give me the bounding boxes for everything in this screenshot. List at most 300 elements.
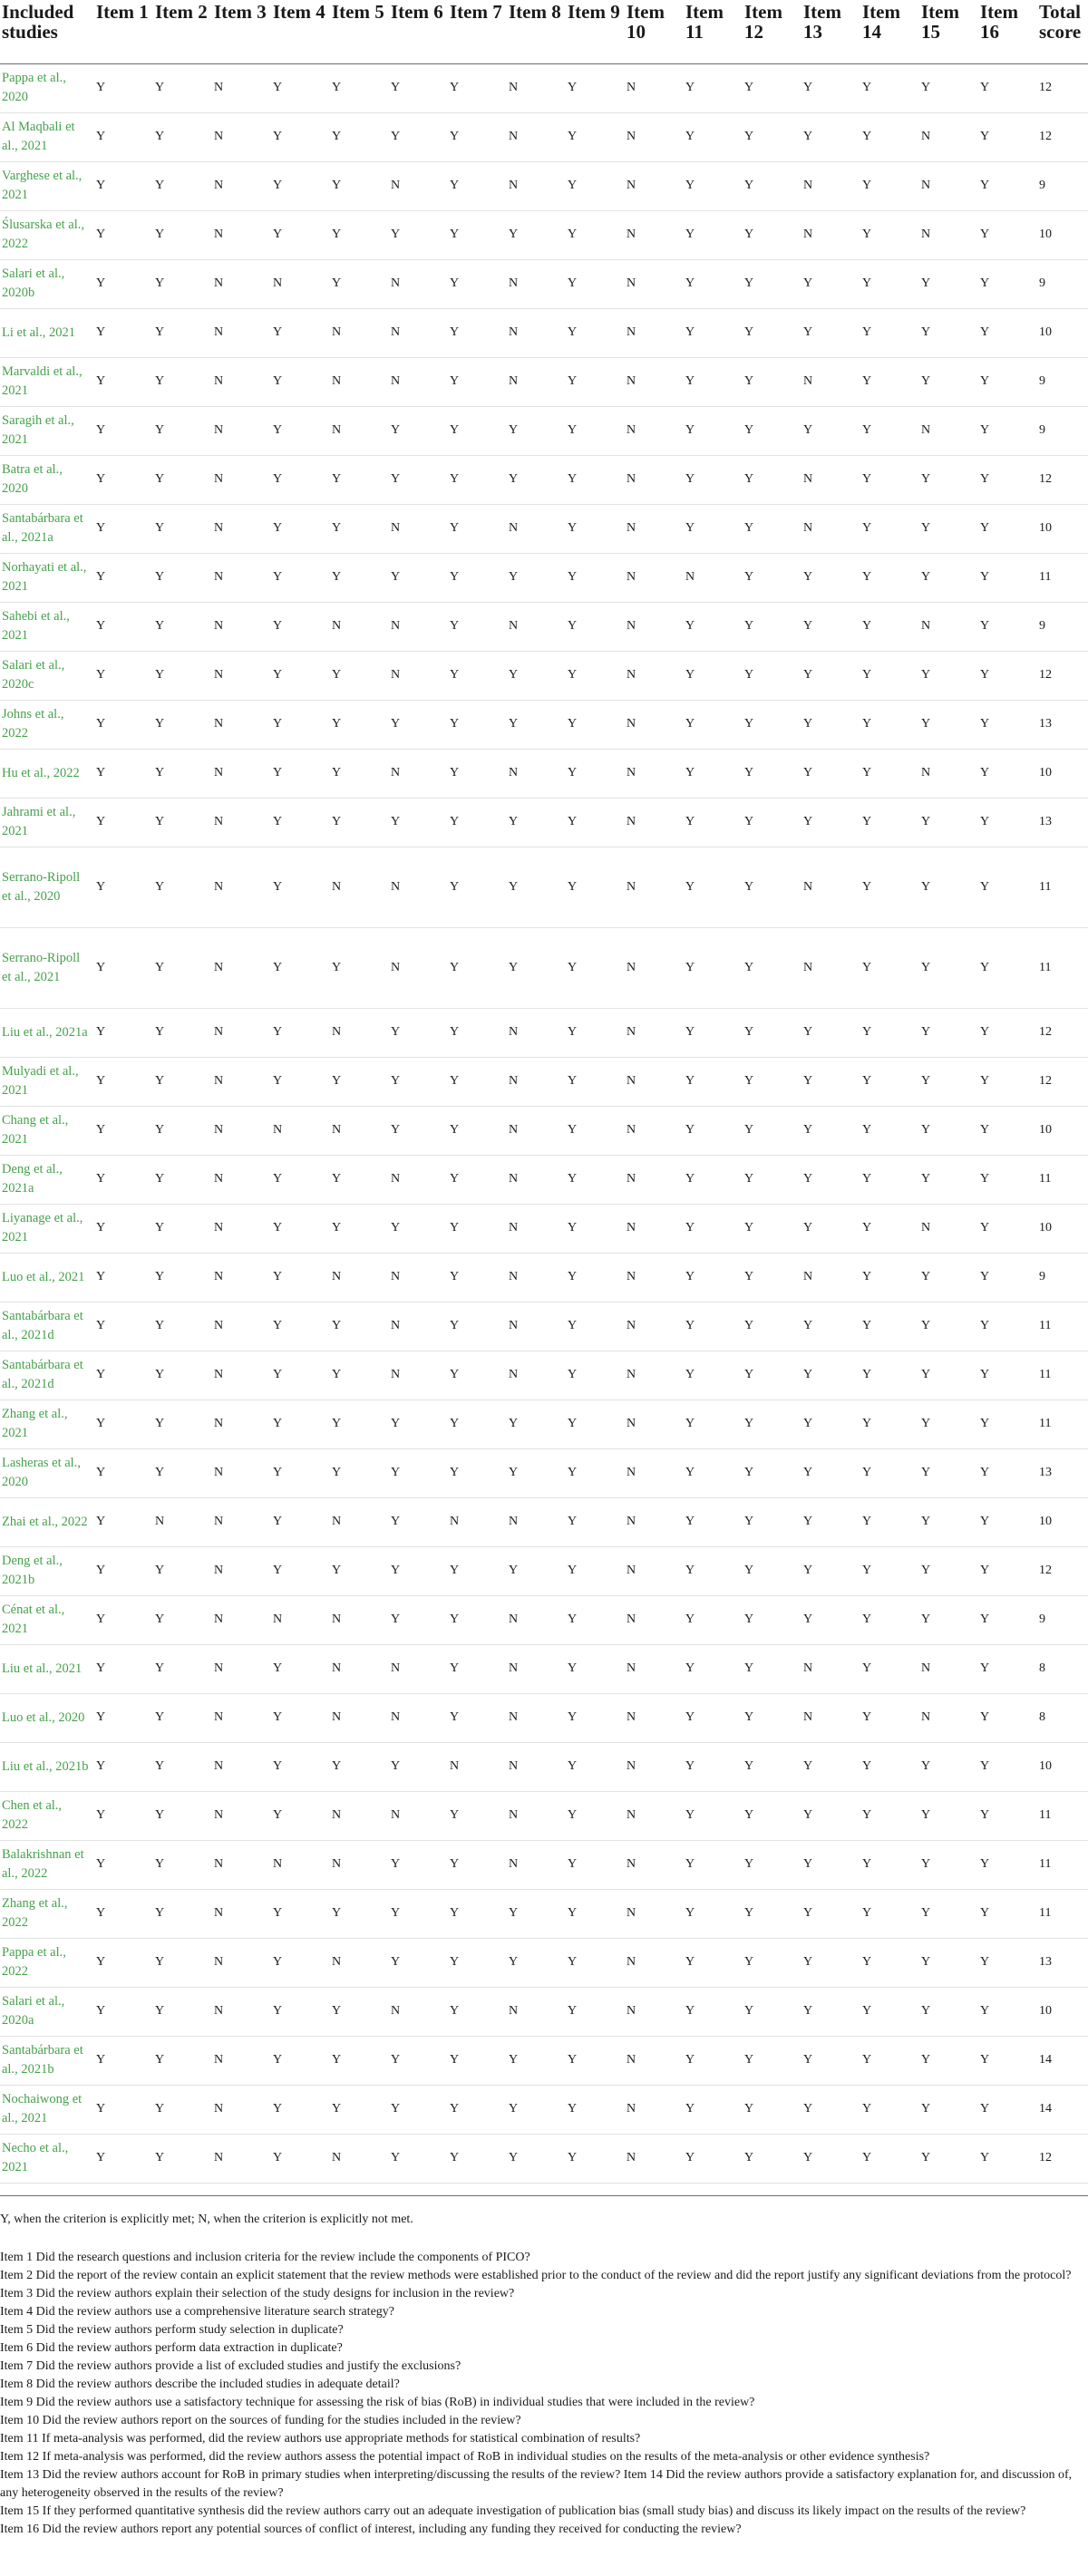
item-1-cell: Y <box>94 259 153 308</box>
item-6-cell: Y <box>389 700 448 749</box>
study-link[interactable]: Serrano-Ripoll et al., 2021 <box>0 927 94 1008</box>
item-6-cell: N <box>389 1155 448 1204</box>
study-link[interactable]: Liu et al., 2021 <box>0 1644 94 1693</box>
item-12-cell: Y <box>743 1057 801 1106</box>
item-3-cell: N <box>212 749 271 798</box>
item-1-cell: Y <box>94 1155 153 1204</box>
item-16-cell: Y <box>978 259 1037 308</box>
item-10-cell: N <box>625 1253 684 1302</box>
item-6-cell: N <box>389 847 448 927</box>
study-link[interactable]: Santabárbara et al., 2021d <box>0 1302 94 1351</box>
total-score-cell: 14 <box>1037 2085 1088 2134</box>
header-item-15: Item 15 <box>919 0 978 63</box>
item-3-cell: N <box>212 553 271 602</box>
item-10-cell: N <box>625 1840 684 1889</box>
item-10-cell: N <box>625 1742 684 1791</box>
item-9-cell: Y <box>566 308 625 357</box>
item-3-cell: N <box>212 1253 271 1302</box>
item-12-cell: Y <box>743 210 801 259</box>
table-row <box>0 1497 1088 1546</box>
item-2-cell: Y <box>153 1008 212 1057</box>
item-14-cell: Y <box>860 210 919 259</box>
item-9-cell: Y <box>566 1644 625 1693</box>
item-2-cell: Y <box>153 1938 212 1987</box>
item-15-cell: Y <box>919 1008 978 1057</box>
study-link[interactable]: Liu et al., 2021a <box>0 1008 94 1057</box>
item-8-cell: Y <box>507 927 566 1008</box>
item-4-cell: Y <box>271 749 330 798</box>
item-10-cell: N <box>625 1351 684 1399</box>
item-16-cell: Y <box>978 1546 1037 1595</box>
item-10-cell: N <box>625 927 684 1008</box>
total-score-cell: 13 <box>1037 1448 1088 1497</box>
item-16-cell: Y <box>978 1595 1037 1644</box>
total-score-cell: 9 <box>1037 1595 1088 1644</box>
table-row <box>0 112 1088 161</box>
study-link[interactable]: Ślusarska et al., 2022 <box>0 210 94 259</box>
item-14-cell: Y <box>860 700 919 749</box>
item-8-cell: Y <box>507 1448 566 1497</box>
item-2-cell: Y <box>153 1399 212 1448</box>
item-4-cell: Y <box>271 1057 330 1106</box>
item-14-cell: Y <box>860 2036 919 2085</box>
item-14-cell: Y <box>860 1987 919 2036</box>
study-link[interactable]: Santabárbara et al., 2021b <box>0 2036 94 2085</box>
item-7-cell: Y <box>448 2134 507 2183</box>
study-link[interactable]: Zhang et al., 2021 <box>0 1399 94 1448</box>
item-1-cell: Y <box>94 1889 153 1938</box>
item-12-cell: Y <box>743 700 801 749</box>
item-8-cell: N <box>507 1693 566 1742</box>
total-score-cell: 12 <box>1037 455 1088 504</box>
item-14-cell: Y <box>860 455 919 504</box>
item-2-cell: Y <box>153 357 212 406</box>
item-1-cell: Y <box>94 161 153 210</box>
item-7-cell: Y <box>448 357 507 406</box>
study-link[interactable]: Lasheras et al., 2020 <box>0 1448 94 1497</box>
item-11-cell: Y <box>684 1155 743 1204</box>
item-5-cell: Y <box>330 927 389 1008</box>
item-2-cell: Y <box>153 2085 212 2134</box>
study-link[interactable]: Mulyadi et al., 2021 <box>0 1057 94 1106</box>
item-1-cell: Y <box>94 1106 153 1155</box>
item-8-cell: N <box>507 112 566 161</box>
header-item-14: Item 14 <box>860 0 919 63</box>
item-7-cell: Y <box>448 1644 507 1693</box>
item-10-cell: N <box>625 1008 684 1057</box>
item-12-cell: Y <box>743 2085 801 2134</box>
study-link[interactable]: Liyanage et al., 2021 <box>0 1204 94 1253</box>
item-8-cell: N <box>507 1644 566 1693</box>
item-7-cell: Y <box>448 749 507 798</box>
legend-note: Y, when the criterion is explicitly met; N, when the criterion is explicitly not met. <box>0 2213 413 2226</box>
item-13-cell: Y <box>801 1546 860 1595</box>
item-8-cell: Y <box>507 798 566 847</box>
total-score-cell: 9 <box>1037 357 1088 406</box>
table-row <box>0 2036 1088 2085</box>
item-3-cell: N <box>212 700 271 749</box>
item-11-cell: Y <box>684 259 743 308</box>
item-4-cell: Y <box>271 2036 330 2085</box>
item-16-cell: Y <box>978 504 1037 553</box>
study-link[interactable]: Deng et al., 2021b <box>0 1546 94 1595</box>
item-4-cell: Y <box>271 1889 330 1938</box>
item-5-cell: Y <box>330 1546 389 1595</box>
item-13-cell: Y <box>801 651 860 700</box>
item-15-cell: Y <box>919 847 978 927</box>
item-10-cell: N <box>625 112 684 161</box>
item-16-cell: Y <box>978 1057 1037 1106</box>
study-link[interactable]: Liu et al., 2021b <box>0 1742 94 1791</box>
item-1-cell: Y <box>94 749 153 798</box>
table-row <box>0 406 1088 455</box>
study-link[interactable]: Serrano-Ripoll et al., 2020 <box>0 847 94 927</box>
item-5-cell: N <box>330 602 389 651</box>
item-15-cell: Y <box>919 1987 978 2036</box>
item-10-cell: N <box>625 259 684 308</box>
item-1-cell: Y <box>94 1204 153 1253</box>
item-14-cell: Y <box>860 798 919 847</box>
item-12-cell: Y <box>743 1693 801 1742</box>
item-5-cell: N <box>330 1644 389 1693</box>
item-2-cell: Y <box>153 602 212 651</box>
item-7-cell: Y <box>448 1106 507 1155</box>
table-row <box>0 1840 1088 1889</box>
item-11-cell: Y <box>684 210 743 259</box>
item-4-cell: Y <box>271 1155 330 1204</box>
item-16-cell: Y <box>978 1644 1037 1693</box>
item-7-cell: Y <box>448 1987 507 2036</box>
item-2-cell: Y <box>153 1057 212 1106</box>
study-link[interactable]: Santabárbara et al., 2021d <box>0 1351 94 1399</box>
item-13-cell: Y <box>801 1595 860 1644</box>
item-12-cell: Y <box>743 2036 801 2085</box>
item-16-cell: Y <box>978 1106 1037 1155</box>
item-5-cell: N <box>330 2134 389 2183</box>
item-4-cell: Y <box>271 700 330 749</box>
total-score-cell: 12 <box>1037 651 1088 700</box>
item-7-cell: Y <box>448 1448 507 1497</box>
item-7-cell: Y <box>448 112 507 161</box>
item-8-cell: N <box>507 308 566 357</box>
item-3-cell: N <box>212 1644 271 1693</box>
study-link[interactable]: Batra et al., 2020 <box>0 455 94 504</box>
item-11-cell: Y <box>684 1938 743 1987</box>
item-9-cell: Y <box>566 2085 625 2134</box>
item-2-cell: Y <box>153 749 212 798</box>
study-link[interactable]: Johns et al., 2022 <box>0 700 94 749</box>
item-12-cell: Y <box>743 1497 801 1546</box>
table-row <box>0 798 1088 847</box>
item-8-cell: N <box>507 1595 566 1644</box>
item-13-cell: Y <box>801 1057 860 1106</box>
item-15-cell: Y <box>919 553 978 602</box>
item-9-cell: Y <box>566 1595 625 1644</box>
study-link[interactable]: Balakrishnan et al., 2022 <box>0 1840 94 1889</box>
item-12-cell: Y <box>743 1889 801 1938</box>
study-link[interactable]: Luo et al., 2020 <box>0 1693 94 1742</box>
item-8-cell: Y <box>507 2134 566 2183</box>
item-8-cell: Y <box>507 1546 566 1595</box>
item-11-cell: Y <box>684 63 743 112</box>
item-8-cell: N <box>507 1791 566 1840</box>
item-note: Item 6 Did the review authors perform data extraction in duplicate? <box>0 2341 343 2355</box>
total-score-cell: 12 <box>1037 1008 1088 1057</box>
item-11-cell: Y <box>684 308 743 357</box>
item-11-cell: Y <box>684 1987 743 2036</box>
item-note: Item 3 Did the review authors explain their selection of the study designs for inclusion in the review? <box>0 2287 515 2300</box>
item-5-cell: N <box>330 1253 389 1302</box>
item-14-cell: Y <box>860 2085 919 2134</box>
table-row <box>0 63 1088 112</box>
item-10-cell: N <box>625 161 684 210</box>
item-4-cell: Y <box>271 504 330 553</box>
item-6-cell: N <box>389 1302 448 1351</box>
header-item-9: Item 9 <box>566 0 625 63</box>
study-link[interactable]: Jahrami et al., 2021 <box>0 798 94 847</box>
table-row <box>0 927 1088 1008</box>
item-16-cell: Y <box>978 2134 1037 2183</box>
item-15-cell: Y <box>919 700 978 749</box>
item-3-cell: N <box>212 1448 271 1497</box>
item-6-cell: Y <box>389 1448 448 1497</box>
total-score-cell: 9 <box>1037 602 1088 651</box>
item-10-cell: N <box>625 63 684 112</box>
item-6-cell: Y <box>389 2085 448 2134</box>
item-7-cell: Y <box>448 1008 507 1057</box>
study-link[interactable]: Li et al., 2021 <box>0 308 94 357</box>
item-10-cell: N <box>625 847 684 927</box>
table-row <box>0 308 1088 357</box>
study-link[interactable]: Salari et al., 2020b <box>0 259 94 308</box>
item-6-cell: N <box>389 1253 448 1302</box>
item-16-cell: Y <box>978 749 1037 798</box>
item-7-cell: N <box>448 1497 507 1546</box>
item-9-cell: Y <box>566 161 625 210</box>
study-link[interactable]: Marvaldi et al., 2021 <box>0 357 94 406</box>
total-score-cell: 9 <box>1037 259 1088 308</box>
item-2-cell: Y <box>153 455 212 504</box>
study-link[interactable]: Necho et al., 2021 <box>0 2134 94 2183</box>
total-score-cell: 13 <box>1037 1938 1088 1987</box>
study-link[interactable]: Hu et al., 2022 <box>0 749 94 798</box>
item-4-cell: Y <box>271 1546 330 1595</box>
item-7-cell: Y <box>448 1155 507 1204</box>
study-link[interactable]: Nochaiwong et al., 2021 <box>0 2085 94 2134</box>
item-9-cell: Y <box>566 1938 625 1987</box>
item-15-cell: N <box>919 1693 978 1742</box>
item-2-cell: Y <box>153 700 212 749</box>
item-16-cell: Y <box>978 1987 1037 2036</box>
item-15-cell: Y <box>919 1106 978 1155</box>
item-12-cell: Y <box>743 455 801 504</box>
study-link[interactable]: Salari et al., 2020a <box>0 1987 94 2036</box>
item-7-cell: Y <box>448 1595 507 1644</box>
item-15-cell: Y <box>919 2085 978 2134</box>
item-10-cell: N <box>625 1987 684 2036</box>
item-9-cell: Y <box>566 2036 625 2085</box>
item-1-cell: Y <box>94 1644 153 1693</box>
item-11-cell: Y <box>684 1497 743 1546</box>
item-1-cell: Y <box>94 2085 153 2134</box>
table-row <box>0 1351 1088 1399</box>
study-link[interactable]: Chen et al., 2022 <box>0 1791 94 1840</box>
study-link[interactable]: Saragih et al., 2021 <box>0 406 94 455</box>
item-11-cell: Y <box>684 1204 743 1253</box>
item-8-cell: N <box>507 1987 566 2036</box>
total-score-cell: 10 <box>1037 1204 1088 1253</box>
item-13-cell: N <box>801 455 860 504</box>
item-3-cell: N <box>212 1057 271 1106</box>
study-link[interactable]: Zhai et al., 2022 <box>0 1497 94 1546</box>
study-link[interactable]: Varghese et al., 2021 <box>0 161 94 210</box>
study-link[interactable]: Zhang et al., 2022 <box>0 1889 94 1938</box>
item-8-cell: Y <box>507 1889 566 1938</box>
item-15-cell: Y <box>919 1938 978 1987</box>
study-link[interactable]: Chang et al., 2021 <box>0 1106 94 1155</box>
item-10-cell: N <box>625 406 684 455</box>
item-10-cell: N <box>625 2085 684 2134</box>
item-3-cell: N <box>212 2134 271 2183</box>
item-13-cell: Y <box>801 1204 860 1253</box>
item-1-cell: Y <box>94 112 153 161</box>
item-5-cell: Y <box>330 161 389 210</box>
item-13-cell: N <box>801 1693 860 1742</box>
item-7-cell: Y <box>448 308 507 357</box>
item-3-cell: N <box>212 1595 271 1644</box>
item-10-cell: N <box>625 1791 684 1840</box>
item-6-cell: Y <box>389 1057 448 1106</box>
study-link[interactable]: Pappa et al., 2020 <box>0 63 94 112</box>
item-4-cell: Y <box>271 2134 330 2183</box>
item-12-cell: Y <box>743 1791 801 1840</box>
item-7-cell: Y <box>448 602 507 651</box>
item-5-cell: N <box>330 847 389 927</box>
item-11-cell: Y <box>684 847 743 927</box>
study-link[interactable]: Pappa et al., 2022 <box>0 1938 94 1987</box>
study-link[interactable]: Sahebi et al., 2021 <box>0 602 94 651</box>
item-4-cell: Y <box>271 1253 330 1302</box>
item-1-cell: Y <box>94 553 153 602</box>
item-9-cell: Y <box>566 1008 625 1057</box>
study-link[interactable]: Cénat et al., 2021 <box>0 1595 94 1644</box>
item-15-cell: Y <box>919 1155 978 1204</box>
item-16-cell: Y <box>978 927 1037 1008</box>
item-12-cell: Y <box>743 1595 801 1644</box>
total-score-cell: 9 <box>1037 1253 1088 1302</box>
item-10-cell: N <box>625 2134 684 2183</box>
total-score-cell: 10 <box>1037 504 1088 553</box>
item-12-cell: Y <box>743 847 801 927</box>
table-row <box>0 1008 1088 1057</box>
item-11-cell: Y <box>684 1840 743 1889</box>
item-note: Item 15 If they performed quantitative synthesis did the review authors carry out an adequate investigation of publication bias (small study bias) and discuss its likely impact on the results of the review? <box>0 2504 1026 2518</box>
study-link[interactable]: Santabárbara et al., 2021a <box>0 504 94 553</box>
item-8-cell: N <box>507 749 566 798</box>
total-score-cell: 10 <box>1037 210 1088 259</box>
item-2-cell: Y <box>153 1448 212 1497</box>
item-11-cell: N <box>684 553 743 602</box>
item-13-cell: Y <box>801 553 860 602</box>
item-10-cell: N <box>625 1106 684 1155</box>
item-note: Item 4 Did the review authors use a comprehensive literature search strategy? <box>0 2305 394 2319</box>
table-row <box>0 1938 1088 1987</box>
item-5-cell: N <box>330 1840 389 1889</box>
item-9-cell: Y <box>566 63 625 112</box>
item-4-cell: Y <box>271 455 330 504</box>
table-row <box>0 1987 1088 2036</box>
item-15-cell: Y <box>919 1546 978 1595</box>
item-9-cell: Y <box>566 651 625 700</box>
study-link[interactable]: Norhayati et al., 2021 <box>0 553 94 602</box>
item-12-cell: Y <box>743 504 801 553</box>
item-13-cell: Y <box>801 2134 860 2183</box>
item-8-cell: N <box>507 1057 566 1106</box>
item-16-cell: Y <box>978 553 1037 602</box>
item-15-cell: N <box>919 1644 978 1693</box>
item-16-cell: Y <box>978 1938 1037 1987</box>
total-score-cell: 12 <box>1037 1546 1088 1595</box>
item-9-cell: Y <box>566 1840 625 1889</box>
item-1-cell: Y <box>94 1351 153 1399</box>
item-1-cell: Y <box>94 651 153 700</box>
table-row <box>0 1253 1088 1302</box>
item-8-cell: N <box>507 161 566 210</box>
study-link[interactable]: Deng et al., 2021a <box>0 1155 94 1204</box>
item-14-cell: Y <box>860 651 919 700</box>
item-6-cell: N <box>389 749 448 798</box>
item-1-cell: Y <box>94 1399 153 1448</box>
item-3-cell: N <box>212 1106 271 1155</box>
item-6-cell: Y <box>389 1204 448 1253</box>
study-link[interactable]: Al Maqbali et al., 2021 <box>0 112 94 161</box>
item-8-cell: Y <box>507 1399 566 1448</box>
item-13-cell: Y <box>801 1302 860 1351</box>
item-8-cell: N <box>507 1008 566 1057</box>
item-15-cell: Y <box>919 1497 978 1546</box>
item-13-cell: Y <box>801 259 860 308</box>
item-15-cell: Y <box>919 308 978 357</box>
item-11-cell: Y <box>684 1791 743 1840</box>
item-4-cell: Y <box>271 1448 330 1497</box>
item-1-cell: Y <box>94 357 153 406</box>
item-2-cell: Y <box>153 1791 212 1840</box>
total-score-cell: 11 <box>1037 1889 1088 1938</box>
item-7-cell: N <box>448 1742 507 1791</box>
item-1-cell: Y <box>94 1595 153 1644</box>
item-1-cell: Y <box>94 1693 153 1742</box>
item-14-cell: Y <box>860 1742 919 1791</box>
table-row <box>0 847 1088 927</box>
item-6-cell: Y <box>389 455 448 504</box>
item-8-cell: N <box>507 1742 566 1791</box>
item-4-cell: Y <box>271 553 330 602</box>
total-score-cell: 11 <box>1037 553 1088 602</box>
study-link[interactable]: Luo et al., 2021 <box>0 1253 94 1302</box>
item-3-cell: N <box>212 2036 271 2085</box>
item-7-cell: Y <box>448 847 507 927</box>
study-link[interactable]: Salari et al., 2020c <box>0 651 94 700</box>
item-11-cell: Y <box>684 927 743 1008</box>
item-14-cell: Y <box>860 1889 919 1938</box>
item-16-cell: Y <box>978 1497 1037 1546</box>
item-13-cell: N <box>801 161 860 210</box>
total-score-cell: 10 <box>1037 1497 1088 1546</box>
item-3-cell: N <box>212 2085 271 2134</box>
item-15-cell: Y <box>919 1889 978 1938</box>
item-3-cell: N <box>212 847 271 927</box>
table-row <box>0 2085 1088 2134</box>
